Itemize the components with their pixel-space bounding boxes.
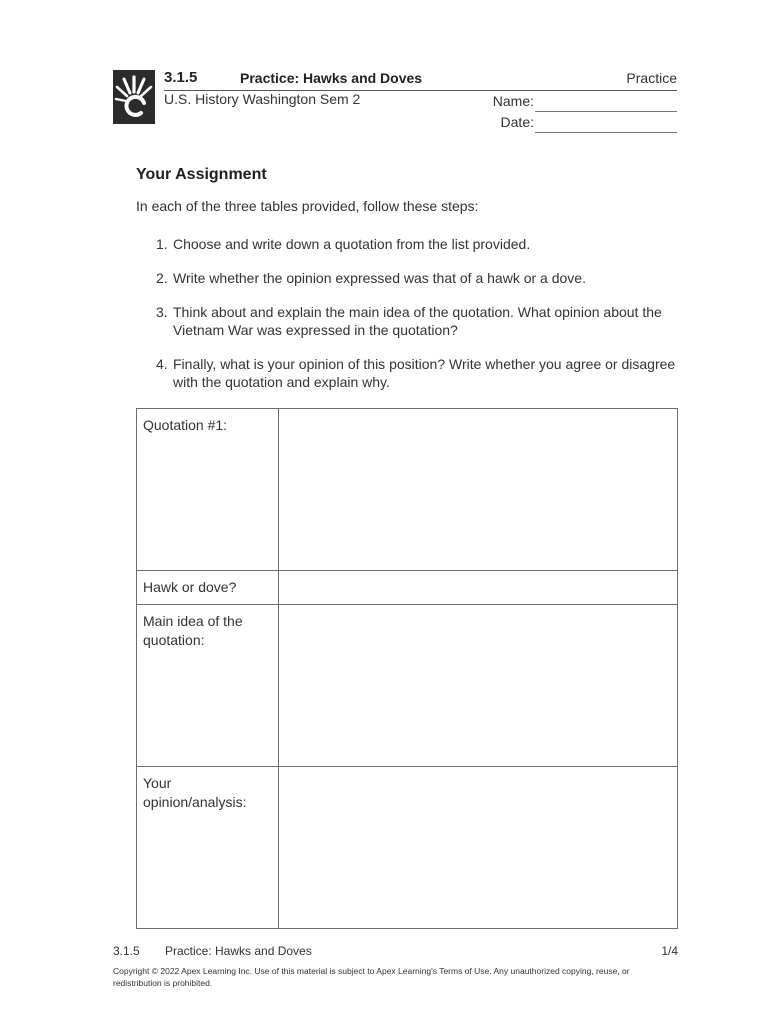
name-label: Name: xyxy=(492,93,534,109)
lesson-code: 3.1.5 xyxy=(164,69,198,86)
step-number: 1. xyxy=(156,236,168,252)
steps-list xyxy=(136,235,681,407)
page-number: 1/4 xyxy=(661,944,678,958)
main-idea-answer-cell[interactable] xyxy=(279,605,678,767)
quotation-label: Quotation #1: xyxy=(137,409,279,571)
section-heading: Your Assignment xyxy=(136,166,267,183)
opinion-analysis-answer-cell[interactable] xyxy=(279,767,678,929)
name-field[interactable] xyxy=(535,111,677,112)
list-item xyxy=(136,269,681,287)
step-text: Write whether the opinion expressed was that of a hawk or a dove. xyxy=(173,270,586,286)
hawk-or-dove-label: Hawk or dove? xyxy=(137,571,279,605)
step-text: Choose and write down a quotation from the list provided. xyxy=(173,236,531,252)
lesson-title: Practice: Hawks and Doves xyxy=(240,70,423,86)
date-label: Date: xyxy=(500,114,534,130)
table-row xyxy=(137,409,678,571)
activity-type: Practice xyxy=(626,70,677,86)
main-idea-label: Main idea of the quotation: xyxy=(137,605,279,767)
date-field[interactable] xyxy=(535,132,677,133)
list-item xyxy=(136,303,681,339)
list-item xyxy=(136,235,681,253)
quotation-table xyxy=(136,408,678,929)
footer-title: Practice: Hawks and Doves xyxy=(165,944,312,958)
course-name: U.S. History Washington Sem 2 xyxy=(164,91,361,107)
table-row xyxy=(137,767,678,929)
footer-code: 3.1.5 xyxy=(113,944,140,958)
step-text: Think about and explain the main idea of the quotation. What opinion about the Vietnam War was expressed in the quotation? xyxy=(173,304,662,338)
table-row xyxy=(137,571,678,605)
hawk-or-dove-answer-cell[interactable] xyxy=(279,571,678,605)
step-text: Finally, what is your opinion of this position? Write whether you agree or disagree with the quotation and explain why. xyxy=(173,356,676,390)
opinion-analysis-label: Your opinion/analysis: xyxy=(137,767,279,929)
table-row xyxy=(137,605,678,767)
quotation-answer-cell[interactable] xyxy=(279,409,678,571)
intro-text: In each of the three tables provided, follow these steps: xyxy=(136,198,479,214)
step-number: 4. xyxy=(156,356,168,372)
step-number: 2. xyxy=(156,270,168,286)
copyright-notice: Copyright © 2022 Apex Learning Inc. Use of this material is subject to Apex Learning's Terms of Use. Any unauthorized copying, reuse, or redistribution is prohibited. xyxy=(113,966,630,988)
list-item xyxy=(136,355,681,391)
apex-learning-logo-icon xyxy=(113,70,155,124)
step-number: 3. xyxy=(156,304,168,320)
